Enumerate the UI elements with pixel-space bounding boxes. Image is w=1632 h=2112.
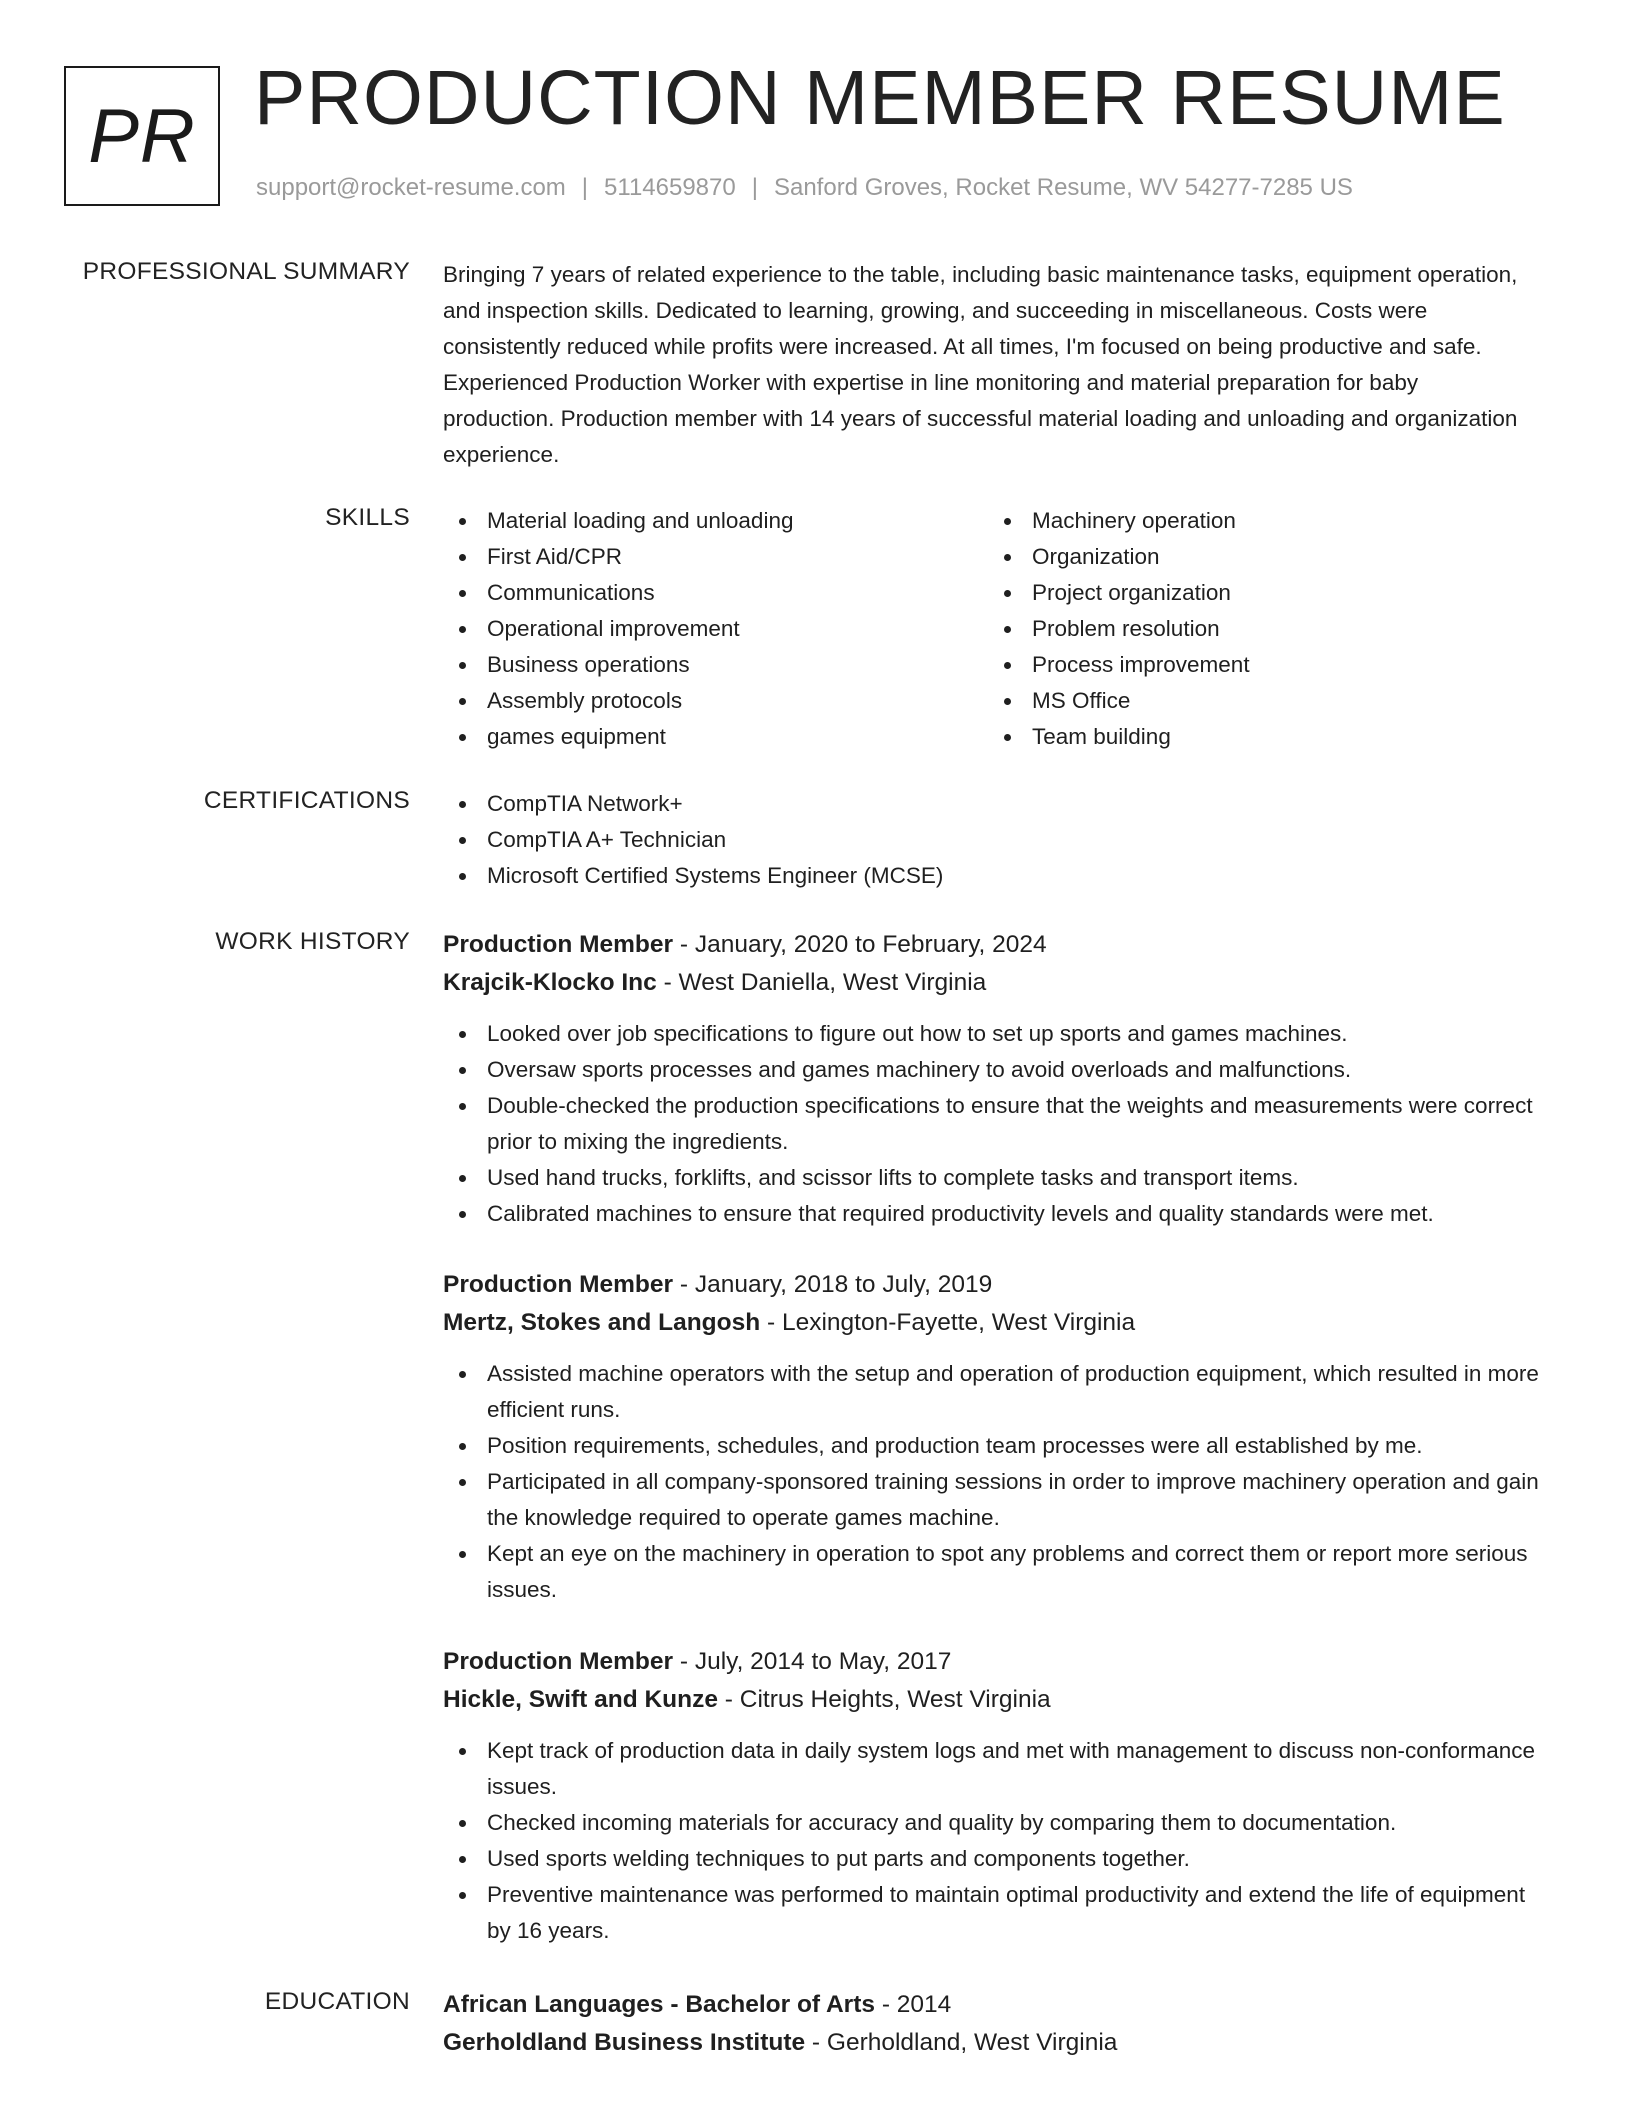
skill-item: Assembly protocols <box>443 683 988 719</box>
skill-item: MS Office <box>988 683 1533 719</box>
section-label-skills: SKILLS <box>325 504 410 531</box>
summary-body <box>443 257 1553 473</box>
job-title: Production Member <box>443 931 674 958</box>
job-bullet: Looked over job specifications to figure out how to set up sports and games machines. <box>443 1016 1553 1052</box>
job-title-line <box>443 926 1553 964</box>
page-title: PRODUCTION MEMBER RESUME <box>254 55 1506 141</box>
skill-item: Machinery operation <box>988 503 1533 539</box>
section-label-work-history: WORK HISTORY <box>215 928 410 955</box>
skill-item: Material loading and unloading <box>443 503 988 539</box>
contact-email[interactable]: support@rocket-resume.com <box>256 174 566 201</box>
skill-item: Problem resolution <box>988 611 1533 647</box>
skill-item: Project organization <box>988 575 1533 611</box>
job-company-line <box>443 1681 1553 1719</box>
skill-item: Operational improvement <box>443 611 988 647</box>
job-dates: - January, 2020 to February, 2024 <box>673 931 1047 958</box>
job-title-line <box>443 1266 1553 1304</box>
job-company: Hickle, Swift and Kunze <box>443 1686 718 1713</box>
education-location: - Gerholdland, West Virginia <box>805 2029 1118 2056</box>
skills-list-left <box>443 503 988 755</box>
certifications-body <box>443 786 1553 894</box>
job-bullet: Used sports welding techniques to put parts and components together. <box>443 1841 1553 1877</box>
job-bullet: Preventive maintenance was performed to maintain optimal productivity and extend the life of equipment by 16 years. <box>443 1877 1553 1949</box>
monogram-initials: PR <box>88 93 196 179</box>
skills-list-right <box>988 503 1533 755</box>
job-bullet: Oversaw sports processes and games machinery to avoid overloads and malfunctions. <box>443 1052 1553 1088</box>
skills-grid <box>443 503 1553 755</box>
job-bullet: Used hand trucks, forklifts, and scissor lifts to complete tasks and transport items. <box>443 1160 1553 1196</box>
job-company-line <box>443 964 1553 1002</box>
job-bullet: Calibrated machines to ensure that required productivity levels and quality standards were met. <box>443 1196 1553 1232</box>
education-degree-line <box>443 1986 1553 2024</box>
skills-body <box>443 503 1553 755</box>
skill-item: Process improvement <box>988 647 1533 683</box>
job-bullets <box>443 1016 1553 1232</box>
job-entry <box>443 1266 1553 1608</box>
certifications-list <box>443 786 1553 894</box>
contact-separator: | <box>751 174 758 201</box>
job-bullet: Double-checked the production specifications to ensure that the weights and measurements were correct prior to mixing the ingredients. <box>443 1088 1553 1160</box>
education-degree: African Languages - Bachelor of Arts <box>443 1991 876 2018</box>
certification-item: CompTIA Network+ <box>443 786 1553 822</box>
job-dates: - July, 2014 to May, 2017 <box>673 1648 952 1675</box>
job-bullet: Assisted machine operators with the setup and operation of production equipment, which resulted in more efficient runs. <box>443 1356 1553 1428</box>
job-location: - Citrus Heights, West Virginia <box>718 1686 1051 1713</box>
job-bullets <box>443 1356 1553 1608</box>
job-bullet: Position requirements, schedules, and production team processes were all established by me. <box>443 1428 1553 1464</box>
education-year: - 2014 <box>875 1991 952 2018</box>
section-label-education: EDUCATION <box>264 1988 410 2015</box>
job-company: Mertz, Stokes and Langosh <box>443 1309 761 1336</box>
contact-phone[interactable]: 5114659870 <box>604 174 736 201</box>
job-bullet: Kept an eye on the machinery in operation to spot any problems and correct them or report more serious issues. <box>443 1536 1553 1608</box>
skill-item: Business operations <box>443 647 988 683</box>
job-bullet: Participated in all company-sponsored training sessions in order to improve machinery operation and gain the knowledge required to operate games machine. <box>443 1464 1553 1536</box>
education-school-line <box>443 2024 1553 2062</box>
job-entry <box>443 1643 1553 1949</box>
job-bullet: Checked incoming materials for accuracy and quality by comparing them to documentation. <box>443 1805 1553 1841</box>
job-bullet: Kept track of production data in daily system logs and met with management to discuss non-conformance issues. <box>443 1733 1553 1805</box>
job-company: Krajcik-Klocko Inc <box>443 969 657 996</box>
skill-item: games equipment <box>443 719 988 755</box>
certification-item: CompTIA A+ Technician <box>443 822 1553 858</box>
job-location: - Lexington-Fayette, West Virginia <box>760 1309 1136 1336</box>
summary-text: Bringing 7 years of related experience to the table, including basic maintenance tasks, equipment operation, and inspection skills. Dedicated to learning, growing, and succeeding in miscellaneous. Costs were consistently reduced while profits were increased. At all times, I'm focused on being productive and safe. Experienced Production Worker with expertise in line monitoring and material preparation for baby production. Production member with 14 years of successful material loading and unloading and organization experience. <box>443 262 1518 467</box>
skill-item: Communications <box>443 575 988 611</box>
job-location: - West Daniella, West Virginia <box>656 969 987 996</box>
job-entry <box>443 926 1553 1232</box>
job-bullets <box>443 1733 1553 1949</box>
job-title-line <box>443 1643 1553 1681</box>
education-body <box>443 1986 1553 2076</box>
skill-item: Organization <box>988 539 1533 575</box>
education-school: Gerholdland Business Institute <box>443 2029 806 2056</box>
section-label-summary: PROFESSIONAL SUMMARY <box>82 258 410 285</box>
skill-item: First Aid/CPR <box>443 539 988 575</box>
certification-item: Microsoft Certified Systems Engineer (MCSE) <box>443 858 1553 894</box>
skill-item: Team building <box>988 719 1533 755</box>
contact-line <box>256 174 1353 202</box>
contact-address: Sanford Groves, Rocket Resume, WV 54277-7285 US <box>773 174 1353 201</box>
contact-separator: | <box>581 174 589 201</box>
job-title: Production Member <box>443 1648 674 1675</box>
section-label-certifications: CERTIFICATIONS <box>203 787 410 814</box>
monogram-box <box>64 66 220 206</box>
job-company-line <box>443 1304 1553 1342</box>
job-title: Production Member <box>443 1271 674 1298</box>
job-dates: - January, 2018 to July, 2019 <box>673 1271 993 1298</box>
